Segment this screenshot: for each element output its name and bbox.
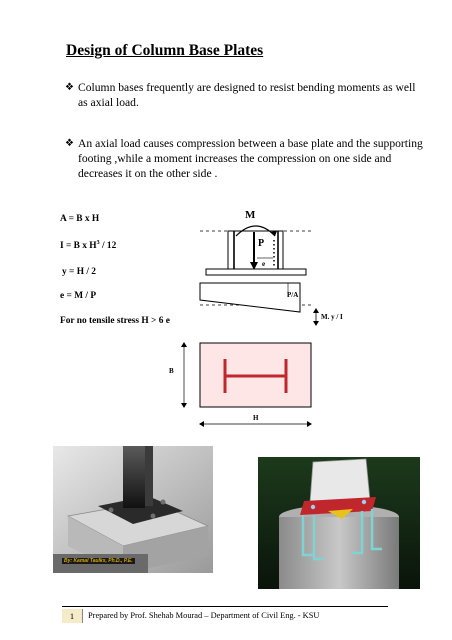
- formula-eccentricity: e = M / P: [60, 291, 97, 301]
- footer-divider: [62, 606, 388, 607]
- anchor-bolt: [109, 508, 114, 513]
- page-number: 1: [62, 609, 83, 623]
- formula-inertia: I = B x $H^3 / 12$: [60, 240, 117, 252]
- arrowhead-up-icon: [181, 342, 187, 347]
- stress-distribution: [200, 283, 300, 312]
- column-stub: [310, 459, 370, 503]
- arrowhead-right-icon: [307, 421, 312, 427]
- eccentricity-label: e: [262, 260, 266, 268]
- photo-credit: By: Kamal Taulks, Ph.D., P.E.: [64, 558, 133, 564]
- footer-credit: Prepared by Prof. Shehab Mourad – Department of Civil Eng. - KSU: [88, 611, 320, 620]
- arrowhead-down-icon: [313, 321, 319, 326]
- arrowhead-up-icon: [313, 308, 319, 313]
- b-label: B: [169, 367, 174, 375]
- moment-label: M: [245, 209, 256, 221]
- formula-area: A = B x H: [60, 214, 100, 224]
- anchor-bolt: [362, 500, 366, 504]
- column-3d: [123, 446, 145, 508]
- load-label: P: [258, 238, 265, 249]
- formula-no-tension: For no tensile stress H > 6 e: [60, 316, 170, 326]
- pa-label: P/A: [287, 291, 299, 299]
- arrowhead-down-icon: [181, 403, 187, 408]
- anchor-bolt: [151, 514, 156, 519]
- pedestal-body: [279, 517, 399, 589]
- diamond-bullet-icon: ❖: [65, 138, 74, 149]
- bullet-text: An axial load causes compression between a base plate and the supporting footing ,while a moment increases the compression on one side and decreases it on the other side .: [78, 137, 423, 180]
- anchor-bolt-cutaway-image: [258, 457, 420, 589]
- formula-y: y = H / 2: [62, 267, 96, 277]
- base-plate: [206, 269, 306, 275]
- column-base-render-image: [53, 446, 213, 573]
- column-3d-side: [145, 446, 153, 506]
- anchor-bolt: [311, 505, 315, 509]
- page-title: Design of Column Base Plates: [66, 42, 264, 59]
- anchor-bolt: [161, 500, 166, 505]
- diamond-bullet-icon: ❖: [65, 82, 74, 93]
- arrowhead-left-icon: [199, 421, 204, 427]
- h-label: H: [253, 414, 259, 422]
- myi-label: M. y / I: [321, 313, 343, 321]
- bullet-text: Column bases frequently are designed to resist bending moments as well as axial load.: [78, 81, 416, 109]
